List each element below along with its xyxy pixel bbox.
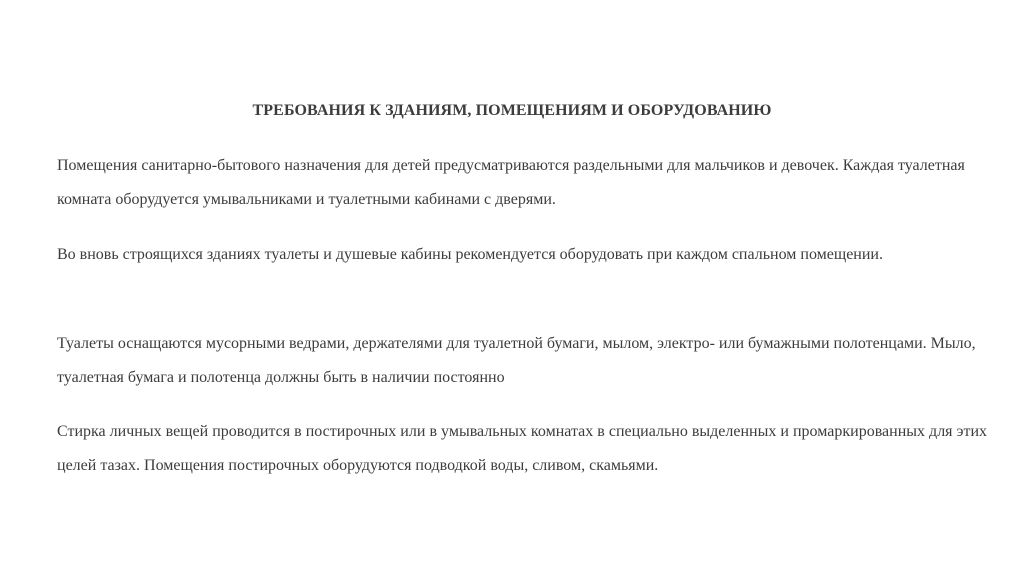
paragraph-laundry: Стирка личных вещей проводится в постирочных или в умывальных комнатах в специально выделенных и промаркированных для этих целей тазах. Помещения постирочных оборудуются подводкой воды, сливом, скамьями. (57, 423, 987, 474)
paragraph-new-buildings: Во вновь строящихся зданиях туалеты и душевые кабины рекомендуется оборудовать при каждом спальном помещении. (57, 246, 883, 263)
paragraph-sanitary-rooms: Помещения санитарно-бытового назначения для детей предусматриваются раздельными для мальчиков и девочек. Каждая туалетная комната оборудуется умывальниками и туалетными кабинами с дверями. (57, 157, 965, 208)
paragraph-toilet-equipment: Туалеты оснащаются мусорными ведрами, держателями для туалетной бумаги, мылом, электро- или бумажными полотенцами. Мыло, туалетная бумага и полотенца должны быть в наличии постоянно (57, 335, 976, 386)
slide-title: ТРЕБОВАНИЯ К ЗДАНИЯМ, ПОМЕЩЕНИЯМ И ОБОРУДОВАНИЮ (252, 102, 772, 119)
